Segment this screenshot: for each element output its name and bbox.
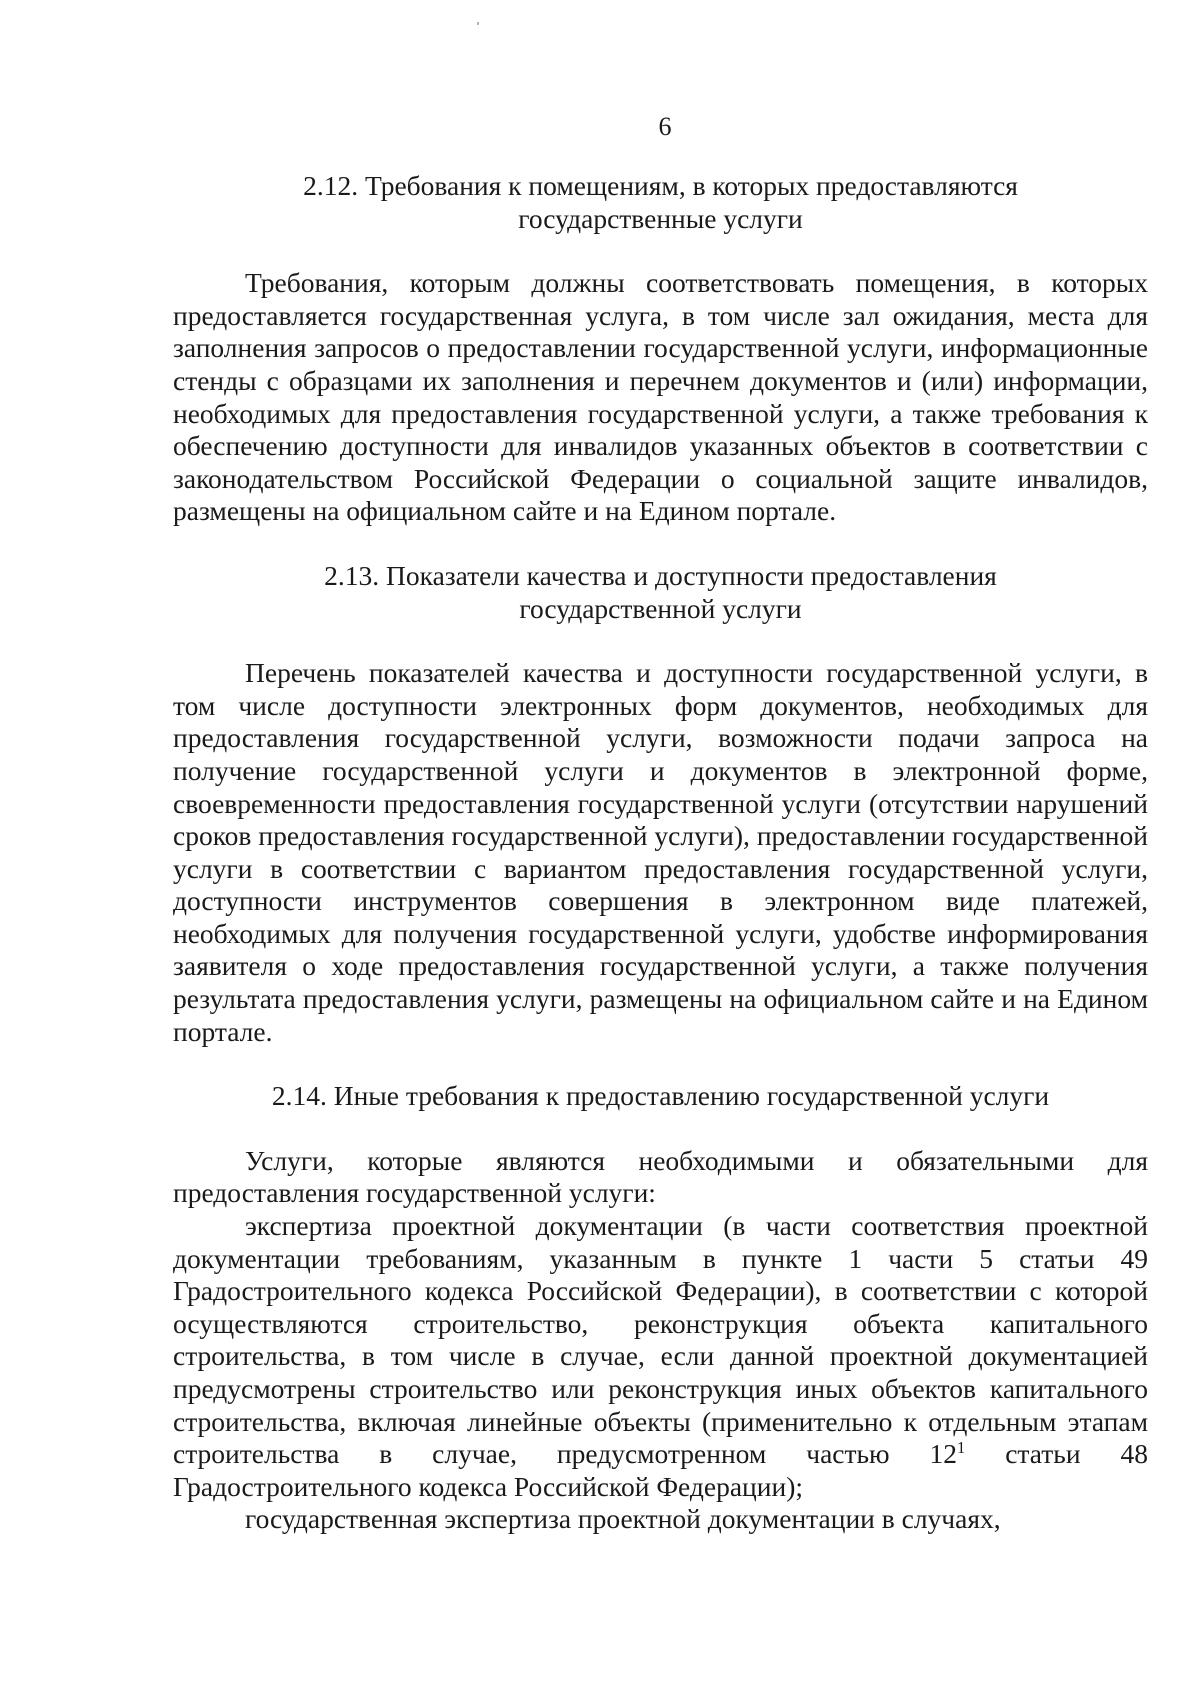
- scan-artifact: [477, 22, 479, 25]
- section-paragraph: Услуги, которые являются необходимыми и обязательными для предоставления государственной услуги:: [173, 1144, 1148, 1209]
- page-number: 6: [658, 112, 672, 141]
- section-2-13: [173, 560, 1148, 1048]
- document-body: [173, 170, 1148, 1536]
- section-paragraph: [173, 1210, 1148, 1503]
- heading-line-2: государственные услуги: [518, 202, 803, 234]
- section-paragraph: Требования, которым должны соответствовать помещения, в которых предоставляется государственная услуга, в том числе зал ожидания, места для заполнения запросов о предоставлении государственной услуги, информационные стенды с образцами их заполнения и перечнем документов и (или) информации, необходимых для предоставления государственной услуги, а также требования к обеспечению доступности для инвалидов указанных объектов в соответствии с законодательством Российской Федерации о социальной защите инвалидов, размещены на официальном сайте и на Едином портале.: [173, 267, 1148, 527]
- section-paragraph: государственная экспертиза проектной документации в случаях,: [245, 1503, 1001, 1535]
- heading-line-1: 2.13. Показатели качества и доступности предоставления: [324, 559, 997, 591]
- section-2-12: [173, 170, 1148, 528]
- heading-line-2: государственной услуги: [519, 592, 802, 624]
- section-2-14: [173, 1080, 1148, 1536]
- section-heading: [173, 560, 1148, 625]
- paragraph-text: статьи 48 Градостроительного кодекса Российской Федерации);: [173, 1438, 1148, 1502]
- section-heading: [173, 170, 1148, 235]
- paragraph-text: экспертиза проектной документации (в части соответствия проектной документации требованиям, указанным в пункте 1 части 5 статьи 49 Градостроительного кодекса Российской Федерации), в соответствии с которой осуществляются строительство, реконструкция объекта капитального строительства, в том числе в случае, если данной проектной документацией предусмотрены строительство или реконструкция иных объектов капитального строительства, включая линейные объекты (применительно к отдельным этапам строительства в случае, предусмотренном частью 12: [173, 1210, 1148, 1470]
- section-paragraph: Перечень показателей качества и доступности государственной услуги, в том числе доступности электронных форм документов, необходимых для предоставления государственной услуги, возможности подачи запроса на получение государственной услуги и документов в электронной форме, своевременности предоставления государственной услуги (отсутствии нарушений сроков предоставления государственной услуги), предоставлении государственной услуги в соответствии с вариантом предоставления государственной услуги, доступности инструментов совершения в электронном виде платежей, необходимых для получения государственной услуги, удобстве информирования заявителя о ходе предоставления государственной услуги, а также получения результата предоставления услуги, размещены на официальном сайте и на Едином портале.: [173, 657, 1148, 1047]
- heading-line-1: 2.12. Требования к помещениям, в которых предоставляются: [303, 170, 1018, 201]
- section-heading: 2.14. Иные требования к предоставлению государственной услуги: [271, 1080, 1050, 1112]
- superscript: 1: [957, 1438, 966, 1458]
